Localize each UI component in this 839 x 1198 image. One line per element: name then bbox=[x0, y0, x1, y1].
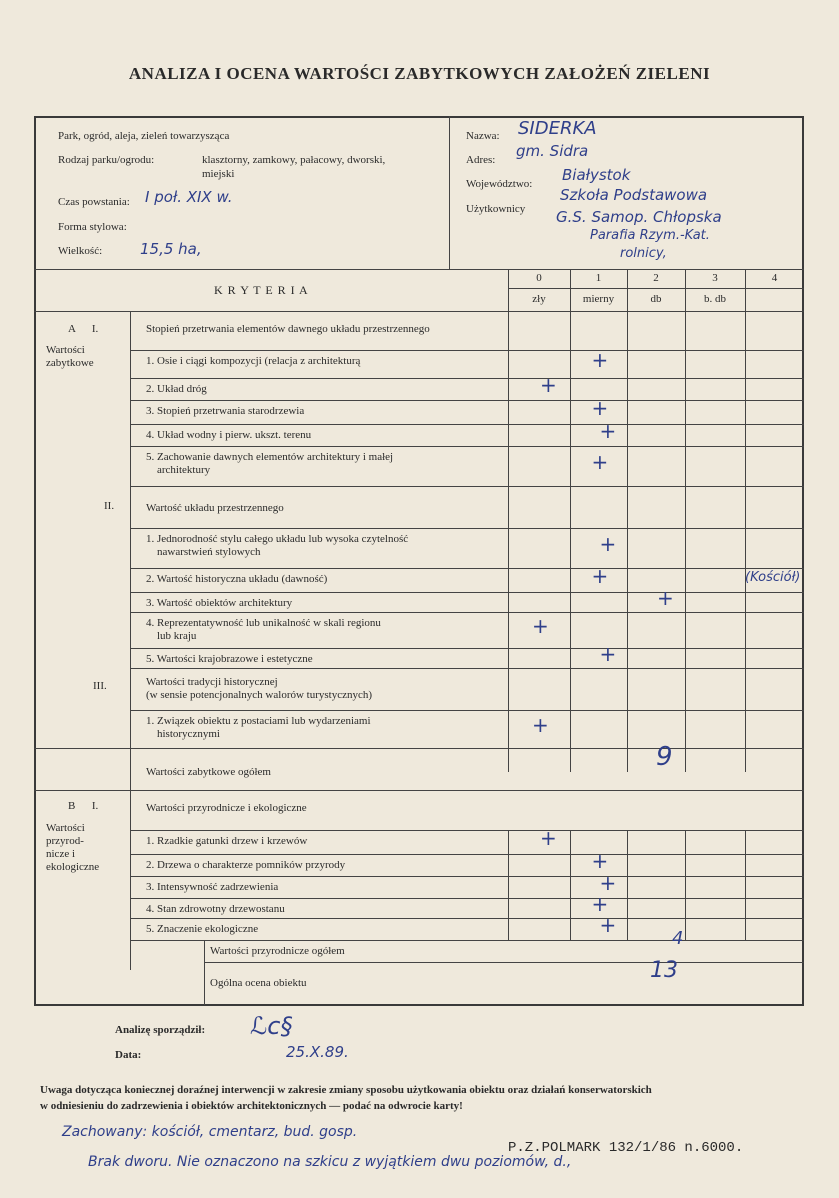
zabytkowe-total-value: 9 bbox=[656, 742, 673, 772]
criterion-label: 2. Układ dróg bbox=[146, 383, 207, 395]
uwaga-line-1: Uwaga dotycząca koniecznej doraźnej interwencji w zakresie zmiany sposobu użytkowania obiektu oraz działań konserwatorskich bbox=[40, 1084, 652, 1096]
section-b-label-3: nicze i bbox=[46, 848, 76, 860]
criterion-label-cont: lub kraju bbox=[157, 630, 197, 642]
score-mark: + bbox=[591, 892, 609, 916]
score-mark: + bbox=[591, 450, 609, 474]
criterion-label: 1. Związek obiektu z postaciami lub wydarzeniami bbox=[146, 715, 371, 727]
adres-value: gm. Sidra bbox=[516, 142, 589, 160]
ogolna-value: 13 bbox=[650, 958, 678, 983]
score-number-1: 1 bbox=[595, 272, 602, 284]
handwritten-note-1: Zachowany: kościół, cmentarz, bud. gosp. bbox=[62, 1124, 358, 1140]
score-mark: + bbox=[591, 348, 609, 372]
a2-roman: II. bbox=[104, 500, 115, 512]
rodzaj-label: Rodzaj parku/ogrodu: bbox=[58, 154, 155, 166]
criterion-label: 5. Wartości krajobrazowe i estetyczne bbox=[146, 653, 313, 665]
score-number-4: 4 bbox=[771, 272, 778, 284]
section-a-label: Wartości zabytkowe bbox=[46, 344, 94, 369]
score-mark: + bbox=[599, 419, 617, 443]
criterion-label: 2. Wartość historyczna układu (dawność) bbox=[146, 573, 328, 585]
criterion-row-7 bbox=[146, 573, 327, 586]
criterion-label: 2. Drzewa o charakterze pomników przyrody bbox=[146, 859, 346, 871]
czas-label: Czas powstania: bbox=[58, 196, 130, 208]
score-number-2: 2 bbox=[653, 272, 659, 284]
score-name-2: db bbox=[650, 293, 662, 305]
adres-label: Adres: bbox=[466, 154, 496, 166]
score-name-3: b. db bbox=[704, 293, 726, 305]
a3-roman: III. bbox=[93, 680, 107, 692]
score-mark: + bbox=[532, 713, 549, 737]
score-mark: + bbox=[599, 642, 617, 666]
kryteria-heading: K R Y T E R I A bbox=[214, 283, 309, 297]
rodzaj-options: klasztorny, zamkowy, pałacowy, dworski, bbox=[202, 154, 386, 166]
section-b-roman: B I. bbox=[68, 800, 99, 812]
criterion-label: 1. Jednorodność stylu całego układu lub wysoka czytelność bbox=[146, 533, 409, 545]
criterion-row-1 bbox=[146, 355, 360, 368]
criterion-label: 3. Wartość obiektów architektury bbox=[146, 597, 293, 609]
data-value: 25.X.89. bbox=[286, 1043, 349, 1061]
a3-heading-2: (w sensie potencjonalnych walorów turystycznych) bbox=[146, 689, 373, 701]
criterion-row-4 bbox=[146, 429, 311, 442]
uzytkownicy-value-4: rolnicy, bbox=[620, 246, 667, 261]
forma-label: Forma stylowa: bbox=[58, 221, 127, 233]
score-name-0: zły bbox=[532, 293, 546, 305]
zabytkowe-total-label: Wartości zabytkowe ogółem bbox=[146, 766, 271, 778]
criterion-label: 1. Rzadkie gatunki drzew i krzewów bbox=[146, 835, 308, 847]
document-title: ANALIZA I OCENA WARTOŚCI ZABYTKOWYCH ZAŁOŻEŃ ZIELENI bbox=[128, 64, 711, 83]
handwritten-note-2: Brak dworu. Nie oznaczono na szkicu z wyjątkiem dwu poziomów, d., bbox=[88, 1154, 572, 1170]
criterion-row-16 bbox=[146, 923, 258, 936]
side-note: (Kościół) bbox=[745, 570, 801, 585]
score-mark: + bbox=[599, 871, 617, 895]
wielkosc-label: Wielkość: bbox=[58, 245, 103, 257]
uzytkownicy-label: Użytkownicy bbox=[466, 203, 526, 215]
criterion-row-14 bbox=[146, 881, 278, 894]
score-mark: + bbox=[591, 564, 609, 588]
criterion-label: 4. Układ wodny i pierw. ukszt. terenu bbox=[146, 429, 312, 441]
criterion-row-5 bbox=[146, 451, 393, 477]
criterion-label: 1. Osie i ciągi kompozycji (relacja z architekturą bbox=[146, 355, 361, 367]
uzytkownicy-value-2: G.S. Samop. Chłopska bbox=[556, 208, 722, 226]
score-mark: + bbox=[540, 373, 557, 397]
score-number-3: 3 bbox=[712, 272, 718, 284]
score-number-0: 0 bbox=[536, 272, 542, 284]
b1-heading: Wartości przyrodnicze i ekologiczne bbox=[146, 802, 307, 814]
score-mark: + bbox=[657, 586, 674, 610]
score-mark: + bbox=[591, 396, 609, 420]
przyrodnicze-total-value: 4 bbox=[672, 928, 684, 949]
rodzaj-options-2: miejski bbox=[202, 168, 235, 180]
section-b-label-2: przyrod- bbox=[46, 835, 84, 847]
criterion-row-2 bbox=[146, 383, 207, 396]
criterion-row-3 bbox=[146, 405, 304, 418]
score-name-1: mierny bbox=[582, 293, 615, 305]
criterion-label: 5. Znaczenie ekologiczne bbox=[146, 923, 259, 935]
criterion-label: 4. Stan zdrowotny drzewostanu bbox=[146, 903, 285, 915]
criterion-label: 3. Stopień przetrwania starodrzewia bbox=[146, 405, 305, 417]
nazwa-label: Nazwa: bbox=[466, 130, 500, 142]
criterion-label-cont: historycznymi bbox=[157, 728, 220, 740]
score-mark: + bbox=[599, 532, 617, 556]
criterion-label: 3. Intensywność zadrzewienia bbox=[146, 881, 279, 893]
criterion-row-8 bbox=[146, 597, 292, 610]
uzytkownicy-value-1: Szkoła Podstawowa bbox=[560, 186, 708, 204]
criterion-row-15 bbox=[146, 903, 285, 916]
czas-value: I poł. XIX w. bbox=[145, 188, 233, 206]
a1-heading: Stopień przetrwania elementów dawnego układu przestrzennego bbox=[146, 323, 430, 335]
nazwa-value: SIDERKA bbox=[518, 118, 597, 139]
criterion-row-10 bbox=[146, 653, 313, 666]
polmark-code: P.Z.POLMARK 132/1/86 n.6000. bbox=[508, 1140, 744, 1156]
section-b-label-1: Wartości bbox=[46, 822, 85, 834]
criterion-label: 5. Zachowanie dawnych elementów architektury i małej bbox=[146, 451, 394, 463]
criterion-row-11 bbox=[146, 715, 371, 741]
criterion-row-12 bbox=[146, 835, 307, 848]
criterion-label-cont: architektury bbox=[157, 464, 211, 476]
criterion-row-9 bbox=[146, 617, 381, 643]
signature: ℒc§ bbox=[250, 1012, 293, 1040]
uwaga-line-2: w odniesieniu do zadrzewienia i obiektów architektonicznych — podać na odwrocie karty! bbox=[40, 1100, 463, 1112]
score-mark: + bbox=[540, 826, 557, 850]
criterion-label: 4. Reprezentatywność lub unikalność w skali regionu bbox=[146, 617, 381, 629]
wojewodztwo-value: Białystok bbox=[562, 166, 631, 184]
a3-heading-1: Wartości tradycji historycznej bbox=[146, 676, 278, 688]
wojewodztwo-label: Województwo: bbox=[466, 178, 533, 190]
score-mark: + bbox=[532, 614, 549, 638]
wielkosc-value: 15,5 ha, bbox=[140, 240, 202, 258]
score-mark: + bbox=[591, 849, 609, 873]
ogolna-label: Ogólna ocena obiektu bbox=[210, 977, 307, 989]
criterion-row-6 bbox=[146, 533, 408, 559]
data-label: Data: bbox=[115, 1049, 142, 1061]
park-label: Park, ogród, aleja, zieleń towarzysząca bbox=[58, 130, 230, 142]
section-a-roman: A I. bbox=[68, 323, 99, 335]
przyrodnicze-total-label: Wartości przyrodnicze ogółem bbox=[210, 945, 345, 957]
analize-label: Analizę sporządził: bbox=[115, 1024, 206, 1036]
score-mark: + bbox=[599, 913, 617, 937]
criterion-label-cont: nawarstwień stylowych bbox=[157, 546, 261, 558]
a2-heading: Wartość układu przestrzennego bbox=[146, 502, 284, 514]
section-b-label-4: ekologiczne bbox=[46, 861, 100, 873]
uzytkownicy-value-3: Parafia Rzym.-Kat. bbox=[590, 228, 710, 243]
criterion-row-13 bbox=[146, 859, 345, 872]
